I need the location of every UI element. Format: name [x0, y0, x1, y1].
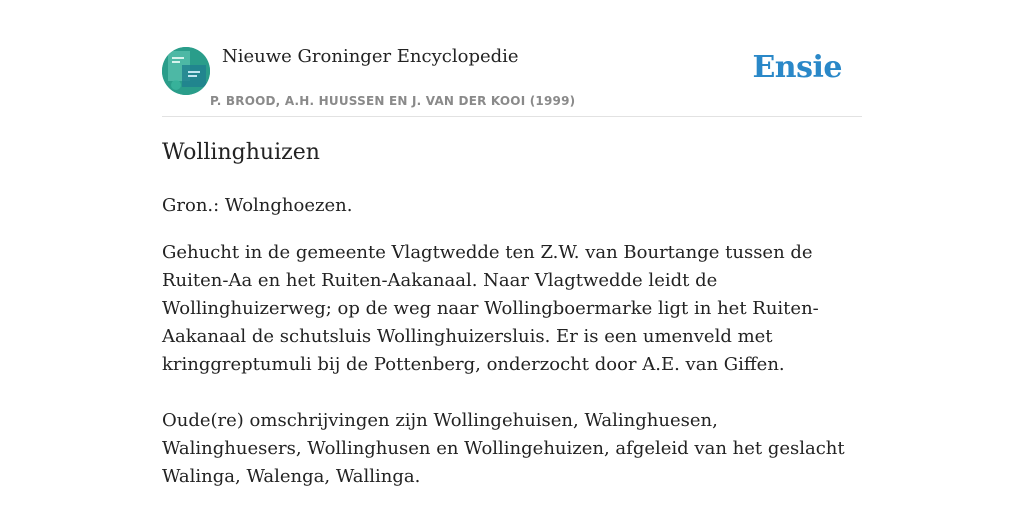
entry-body: [162, 192, 862, 510]
entry-page: [162, 0, 862, 512]
book-cover-image: [162, 47, 210, 95]
book-authors: P. BROOD, A.H. HUUSSEN EN J. VAN DER KOOI (1999): [210, 94, 576, 108]
entry-header: [162, 0, 862, 117]
entry-paragraph-dialect: Gron.: Wolnghoezen.: [162, 195, 353, 216]
book-cover-icon[interactable]: [162, 47, 210, 95]
entry-paragraph-etymology: Oude(re) omschrijvingen zijn Wollingehuisen, Walinghuesen, Walinghuesers, Wollinghusen en Wollingehuizen, afgeleid van het geslacht Walinga, Walenga, Wallinga.: [162, 410, 845, 487]
book-title[interactable]: Nieuwe Groninger Encyclopedie: [222, 46, 519, 67]
entry-paragraph-description: Gehucht in de gemeente Vlagtwedde ten Z.W. van Bourtange tussen de Ruiten-Aa en het Ruiten-Aakanaal. Naar Vlagtwedde leidt de Wollinghuizerweg; op de weg naar Wollingboermarke ligt in het Ruiten-Aakanaal de schutsluis Wollinghuizersluis. Er is een umenveld met kringgreptumuli bij de Pottenberg, onderzocht door A.E. van Giffen.: [162, 242, 819, 375]
ensie-logo[interactable]: Ensie: [752, 50, 842, 85]
entry-title: Wollinghuizen: [162, 140, 320, 165]
